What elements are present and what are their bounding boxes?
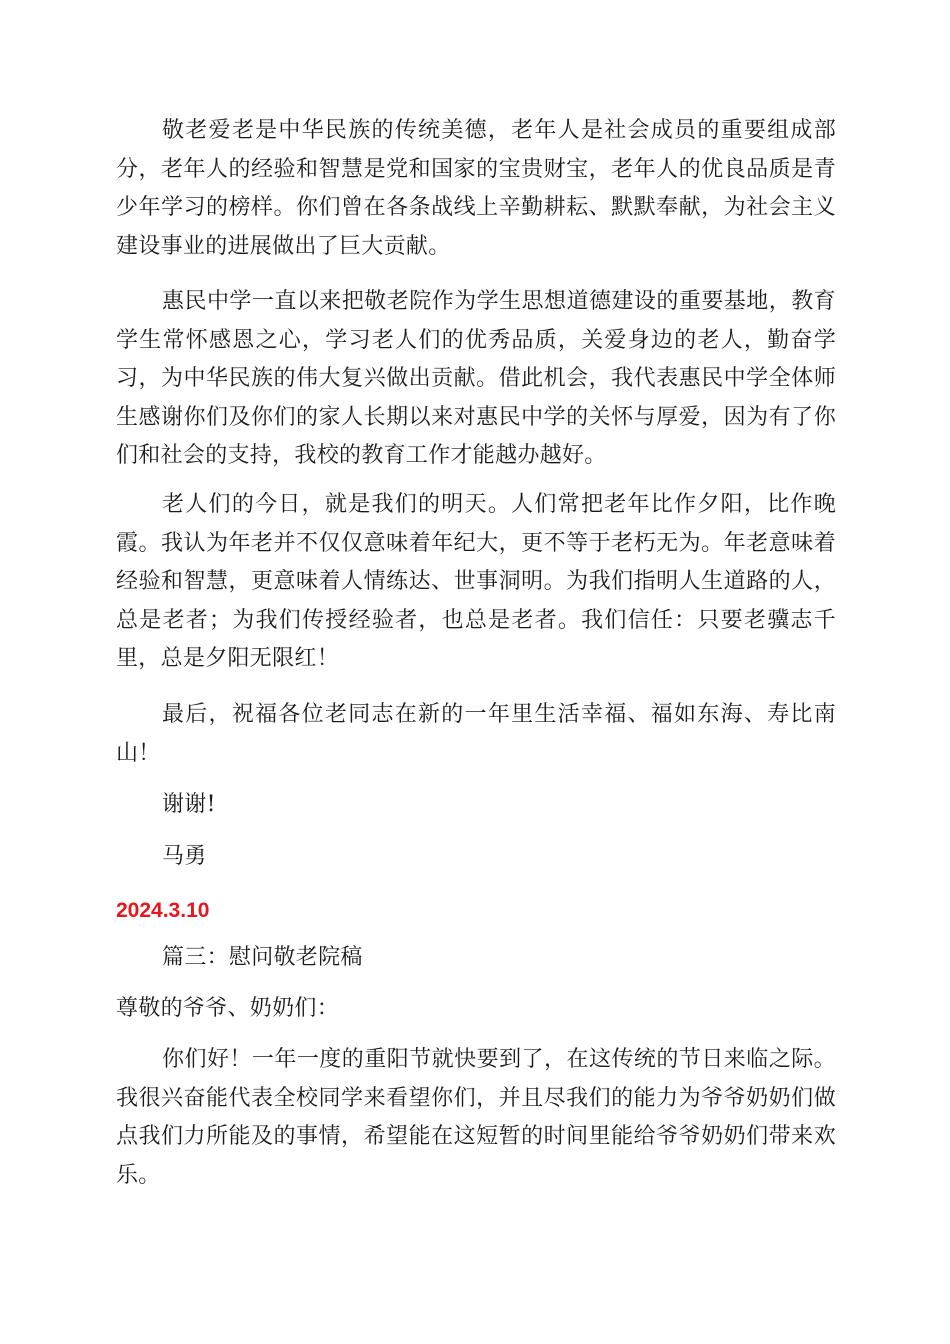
signature: 马勇	[162, 844, 207, 869]
paragraph-blessing: 最后，祝福各位老同志在新的一年里生活幸福、福如东海、寿比南山！	[116, 702, 836, 766]
thanks-line: 谢谢!	[162, 792, 216, 817]
date-line: 2024.3.10	[116, 899, 210, 922]
paragraph-sunset: 老人们的今日，就是我们的明天。人们常把老年比作夕阳，比作晚霞。我认为年老并不仅仅意味着年纪大，更不等于老朽无为。年老意味着经验和智慧，更意味着人情练达、世事洞明。为我们指明人生道路的人，总是老者；为我们传授经验者，也总是老者。我们信任：只要老骥志千里，总是夕阳无限红！	[116, 492, 836, 671]
paragraph-greeting: 你们好！一年一度的重阳节就快要到了，在这传统的节日来临之际。我很兴奋能代表全校同学来看望你们，并且尽我们的能力为爷爷奶奶们做点我们力所能及的事情，希望能在这短暂的时间里能给爷爷奶奶们带来欢乐。	[116, 1047, 836, 1188]
paragraph-school-base: 惠民中学一直以来把敬老院作为学生思想道德建设的重要基地，教育学生常怀感恩之心，学习老人们的优秀品质，关爱身边的老人，勤奋学习，为中华民族的伟大复兴做出贡献。借此机会，我代表惠民中学全体师生感谢你们及你们的家人长期以来对惠民中学的关怀与厚爱，因为有了你们和社会的支持，我校的教育工作才能越办越好。	[116, 289, 836, 468]
section-title: 篇三：慰问敬老院稿	[162, 945, 363, 970]
salutation: 尊敬的爷爷、奶奶们：	[116, 996, 340, 1021]
paragraph-respect-elders: 敬老爱老是中华民族的传统美德，老年人是社会成员的重要组成部分，老年人的经验和智慧是党和国家的宝贵财宝，老年人的优良品质是青少年学习的榜样。你们曾在各条战线上辛勤耕耘、默默奉献，为社会主义建设事业的进展做出了巨大贡献。	[116, 118, 836, 259]
